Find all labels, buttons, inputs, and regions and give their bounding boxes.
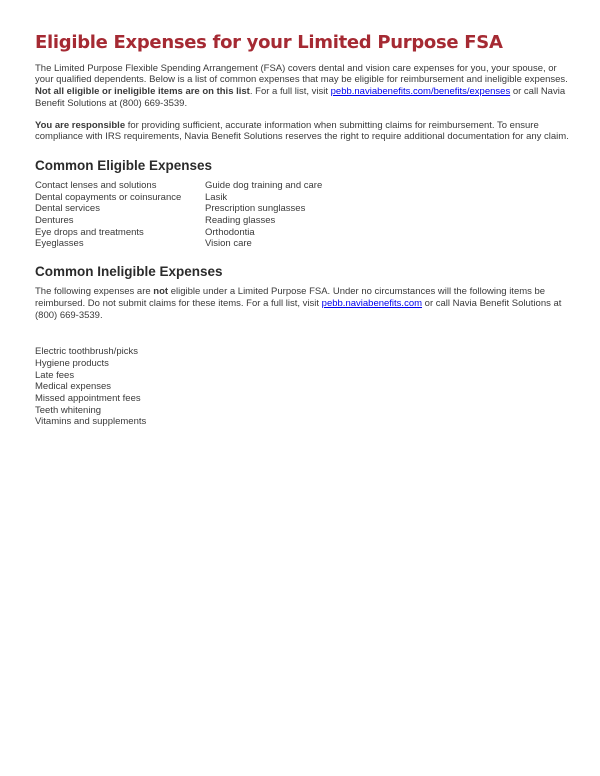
ineligible-expenses-list	[35, 346, 570, 428]
intro-paragraph	[35, 63, 570, 110]
list-item: Hygiene products	[35, 357, 109, 369]
list-item: Dentures	[35, 215, 74, 227]
responsibility-paragraph	[35, 120, 570, 143]
list-item: Guide dog training and care	[205, 179, 323, 191]
list-item: Late fees	[35, 369, 75, 381]
list-item: Eyeglasses	[35, 238, 84, 250]
intro-paragraph-bold-text: Not all eligible or ineligible items are on this list	[35, 86, 250, 98]
list-item: Dental copayments or coinsurance	[35, 191, 182, 203]
list-item: Lasik	[205, 191, 228, 203]
list-item: Teeth whitening	[35, 404, 102, 416]
list-item: Dental services	[35, 203, 100, 215]
responsibility-text: for providing sufficient, accurate information when submitting claims for reimbursement. To ensure compliance with IRS requirements, Navia Benefit Solutions reserves the right to require additional documentation for any claim.	[35, 119, 569, 143]
ineligible-paragraph-text-3: or call Navia Benefit Solutions at (800) 669-3539.	[35, 297, 562, 321]
list-item: Eye drops and treatments	[35, 226, 144, 238]
list-item: Vitamins and supplements	[35, 416, 147, 428]
eligible-expenses-column-1	[35, 180, 205, 250]
ineligible-paragraph-text-2: eligible under a Limited Purpose FSA. Under no circumstances will the following items be reimbursed. Do not submit claims for these items. For a full list, visit	[35, 286, 546, 309]
list-item: Vision care	[205, 238, 252, 250]
ineligible-paragraph-bold-text: not	[153, 286, 169, 298]
intro-paragraph-text: The Limited Purpose Flexible Spending Arrangement (FSA) covers dental and vision care expenses for you, your spouse, or your qualified dependents. Below is a list of common expenses that may be eligible for reimbursement and ineligible expenses.	[35, 62, 568, 86]
ineligible-expenses-heading: Common Ineligible Expenses	[35, 264, 223, 280]
list-item: Contact lenses and solutions	[35, 179, 157, 191]
list-item: Medical expenses	[35, 381, 112, 393]
list-item: Prescription sunglasses	[205, 203, 306, 215]
eligible-expenses-heading: Common Eligible Expenses	[35, 157, 213, 173]
eligible-expenses-list	[35, 180, 570, 250]
list-item: Reading glasses	[205, 215, 276, 227]
eligible-expenses-column-2	[205, 180, 570, 250]
ineligible-paragraph-text: The following expenses are	[35, 286, 154, 298]
list-item: Electric toothbrush/picks	[35, 346, 138, 358]
list-item: Orthodontia	[205, 226, 255, 238]
navia-benefits-link[interactable]: pebb.naviabenefits.com	[321, 297, 423, 309]
list-item: Missed appointment fees	[35, 393, 141, 405]
ineligible-paragraph	[35, 286, 570, 321]
intro-paragraph-text-2: . For a full list, visit	[249, 86, 331, 98]
responsibility-bold-text: You are responsible	[35, 119, 126, 131]
intro-paragraph-text-3: or call Navia Benefit Solutions at (800) 669-3539.	[35, 86, 566, 109]
expenses-list-link[interactable]: pebb.naviabenefits.com/benefits/expenses	[330, 86, 511, 98]
page-title: Eligible Expenses for your Limited Purpose FSA	[35, 32, 503, 53]
